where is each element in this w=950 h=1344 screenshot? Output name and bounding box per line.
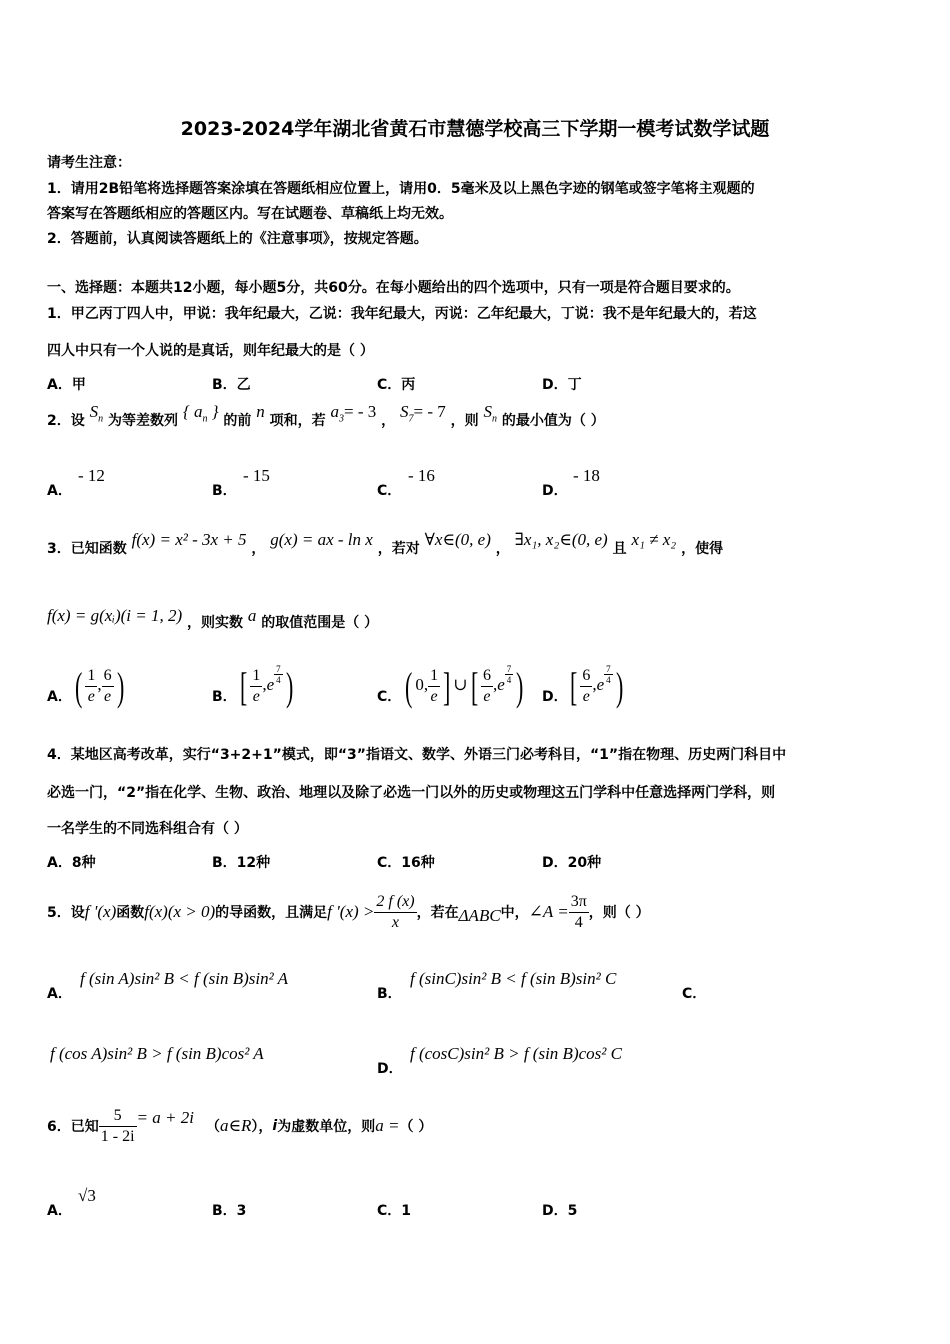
q3-a-lparen: ( <box>74 663 83 709</box>
q6-option-d-label: D． <box>542 1203 568 1219</box>
q4-option-d: D．20种 <box>542 855 602 871</box>
q5-ineq-frac <box>374 892 416 933</box>
q5-text-4: ，若在 <box>416 905 459 921</box>
q3-sep-1: ， <box>251 541 266 557</box>
q3-b-exp-den: 4 <box>276 675 281 685</box>
q2-sn-2-letter: S <box>483 402 492 421</box>
q4-line-1: 4．某地区高考改革，实行“3+2+1”模式，即“3”指语文、数学、外语三门必考科目，“1”指在物理、历史两门科目中 <box>47 747 787 763</box>
q3-c-exp-den: 4 <box>506 675 512 685</box>
q3-stem-2 <box>47 606 379 632</box>
q6-a-eq: a = <box>375 1116 400 1135</box>
q2-sn-1-sub: n <box>98 413 104 425</box>
q3-c-f2-num: 6 <box>481 666 493 687</box>
q4-line-2: 必选一门，“2”指在化学、生物、政治、地理以及除了必选一门以外的历史或物理这五门学科中任意选择两门学科，则 <box>47 785 776 801</box>
q4-option-a: A．8种 <box>47 855 96 871</box>
q5-option-c-value: f (cos A)sin² B > f (sin B)cos² A <box>50 1044 264 1063</box>
q2-text-3: 的前 <box>223 413 252 429</box>
q2-sn-2-sub: n <box>492 413 497 425</box>
q5-stem <box>47 882 650 942</box>
q2-option-a-label: A． <box>47 483 72 499</box>
q5-text-5: 中， <box>500 905 529 921</box>
q3-neq: x₁ ≠ x₂ <box>631 530 677 549</box>
q5-fprime: f '(x) <box>84 902 117 921</box>
q3-d-lbracket: [ <box>569 663 578 709</box>
q3-text-6: 的取值范围是（ ） <box>261 615 379 631</box>
q6-option-b <box>212 1200 246 1220</box>
notice-heading: 请考生注意： <box>47 155 131 171</box>
q3-c-f2-den: e <box>483 688 491 705</box>
q3-forall: ∀x∈(0, e) <box>424 530 491 549</box>
q6-option-d <box>542 1200 577 1220</box>
q2-s7: $S_7$ <box>400 402 414 425</box>
q3-c-comma-1: , <box>423 675 429 695</box>
q6-rhs: = a + 2i <box>136 1108 194 1127</box>
q4-option-b: B．12种 <box>212 855 271 871</box>
q3-b-exp <box>274 664 283 685</box>
q6-option-b-value: 3 <box>236 1203 247 1219</box>
q2-sn-2 <box>483 402 498 425</box>
q3-option-a-label: A． <box>47 689 72 705</box>
q2-text-2: 为等差数列 <box>108 413 178 429</box>
q6-option-c-label: C． <box>377 1203 402 1219</box>
q1-option-b: B．乙 <box>212 377 251 393</box>
q6-text-2: （ <box>205 1119 220 1135</box>
q3-c-zero: 0 <box>415 675 424 695</box>
q6-condition: a∈R <box>219 1116 252 1135</box>
q3-b-f-num: 1 <box>250 666 262 687</box>
notice-line-1b: 答案写在答题纸相应的答题区内。写在试题卷、草稿纸上均无效。 <box>47 206 453 222</box>
q2-a3-eq: = - 3 <box>344 402 377 421</box>
q2-option-a-value: - 12 <box>78 466 105 485</box>
q3-b-comma: , <box>262 675 267 695</box>
q3-d-frac <box>580 666 592 707</box>
q3-d-exp-num: 7 <box>606 664 611 674</box>
q2-an-sub: n <box>202 413 208 425</box>
q3-option-b-label: B． <box>212 689 237 705</box>
q6-option-c-value: 1 <box>401 1203 412 1219</box>
q5-triangle: ΔABC <box>458 906 501 925</box>
q5-fx: f(x)(x > 0) <box>144 902 216 921</box>
q3-c-lbracket: [ <box>470 663 478 709</box>
q3-option-a-value <box>72 663 127 709</box>
q3-a-comma: , <box>97 675 102 695</box>
q2-a3: $a_3$ <box>330 402 344 425</box>
q5-angle: ∠A = <box>528 902 569 921</box>
q4-option-c: C．16种 <box>377 855 435 871</box>
q5-text-6: ，则（ ） <box>588 905 650 921</box>
q3-d-exp-den: 4 <box>606 675 611 685</box>
q1-line-1: 1．甲乙丙丁四人中，甲说：我年纪最大，乙说：我年纪最大，丙说：乙年纪最大，丁说：我不是年纪最大的，若这 <box>47 306 757 322</box>
q3-c-frac-2 <box>481 666 493 707</box>
q5-ineq-left: f '(x) > <box>327 902 375 921</box>
q3-option-b-value <box>237 663 296 709</box>
notice-line-1a: 1．请用2B铅笔将选择题答案涂填在答题纸相应位置上，请用0．5毫米及以上黑色字迹的钢笔或签字笔将主观题的 <box>47 181 755 197</box>
q3-a: a <box>247 606 257 625</box>
q3-b-exp-num: 7 <box>276 664 281 674</box>
q3-d-e: e <box>596 675 605 695</box>
q3-option-d-value <box>567 663 626 709</box>
q1-option-c: C．丙 <box>377 377 416 393</box>
q3-b-lbracket: [ <box>239 663 248 709</box>
q6-option-b-label: B． <box>212 1203 237 1219</box>
q3-option-c-label: C． <box>377 689 402 705</box>
q5-angle-den: 4 <box>574 913 583 931</box>
q2-an-letter: a <box>193 402 203 421</box>
q2-text-5: ， <box>381 413 396 429</box>
q5-option-d-value: f (cosC)sin² B > f (sin B)cos² C <box>410 1044 622 1063</box>
q5-option-b-label: B． <box>377 986 402 1002</box>
q6-option-a-label: A． <box>47 1203 72 1219</box>
q3-option-d-label: D． <box>542 689 568 705</box>
q5-option-d-label: D． <box>377 1061 403 1077</box>
q3-sep-2: ， <box>495 541 510 557</box>
q3-a-f1-den: e <box>87 688 95 705</box>
q2-option-c-value: - 16 <box>408 466 435 485</box>
q3-d-f-num: 6 <box>580 666 592 687</box>
q2-text-1: 2．设 <box>47 413 85 429</box>
q3-b-frac <box>250 666 262 707</box>
q2-stem <box>47 402 605 432</box>
q3-stem-1 <box>47 530 724 558</box>
q3-c-e: e <box>497 675 505 695</box>
q3-c-rparen: ) <box>516 663 524 709</box>
q3-c-lparen: ( <box>404 663 413 709</box>
q1-line-2: 四人中只有一个人说的是真话，则年纪最大的是（ ） <box>47 343 374 359</box>
q6-text-5: （ ） <box>399 1119 433 1135</box>
q3-c-rbracket: ] <box>443 663 451 709</box>
q3-c-comma-2: , <box>492 675 498 695</box>
q3-option-c-value <box>402 663 527 709</box>
q2-s7-eq: = - 7 <box>413 402 446 421</box>
q3-c-f1-den: e <box>430 688 438 705</box>
q6-text-4: 为虚数单位，则 <box>277 1119 376 1135</box>
q2-text-7: 的最小值为（ ） <box>501 413 605 429</box>
q2-sn-1 <box>89 402 104 425</box>
q6-option-d-value: 5 <box>567 1203 578 1219</box>
q5-option-b-value: f (sinC)sin² B < f (sin B)sin² C <box>410 969 617 988</box>
q5-option-c-label: C． <box>682 986 707 1002</box>
q4-line-3: 一名学生的不同选科组合有（ ） <box>47 821 248 837</box>
q2-option-b-value: - 15 <box>243 466 270 485</box>
q3-a-frac-1 <box>85 666 97 707</box>
q2-option-c-label: C． <box>377 483 402 499</box>
q3-text-5: ，则实数 <box>187 615 244 631</box>
q3-c-exp-num: 7 <box>506 664 512 674</box>
q3-text-4: ，使得 <box>681 541 724 557</box>
q5-text-2: 函数 <box>116 905 145 921</box>
q3-d-f-den: e <box>582 688 590 705</box>
q3-c-f1-num: 1 <box>428 666 440 687</box>
q3-c-cup: ∪ <box>453 675 468 695</box>
q5-option-a-label: A． <box>47 986 72 1002</box>
q2-option-d-label: D． <box>542 483 568 499</box>
q2-an: { $a_n$ } <box>182 402 219 425</box>
q6-stem <box>47 1100 432 1152</box>
q5-text-1: 5．设 <box>47 905 85 921</box>
q3-a-frac-2 <box>102 666 114 707</box>
q3-c-frac-1 <box>428 666 440 707</box>
page-title: 2023-2024学年湖北省黄石市慧德学校高三下学期一模考试数学试题 <box>180 118 770 140</box>
q3-a-f2-num: 6 <box>102 666 114 687</box>
q3-a-f1-num: 1 <box>85 666 97 687</box>
q3-equation: f(x) = g(xᵢ)(i = 1, 2) <box>47 606 183 625</box>
q2-sn-1-letter: S <box>89 402 99 421</box>
q3-d-rparen: ) <box>615 663 623 709</box>
q3-b-rparen: ) <box>285 663 293 709</box>
q5-option-a-value: f (sin A)sin² B < f (sin B)sin² A <box>80 969 289 988</box>
q2-text-6: ，则 <box>450 413 479 429</box>
q3-text-3: 且 <box>612 541 627 557</box>
q5-angle-num: 3π <box>569 892 589 913</box>
q3-exists: ∃x₁, x₂∈(0, e) <box>514 530 608 549</box>
q5-text-3: 的导函数，且满足 <box>215 905 328 921</box>
q5-ineq-den: x <box>391 913 400 931</box>
section-heading: 一、选择题：本题共12小题，每小题5分，共60分。在每小题给出的四个选项中，只有一项是符合题目要求的。 <box>47 280 740 296</box>
q3-a-f2-den: e <box>104 688 112 705</box>
q3-a-rparen: ) <box>116 663 124 709</box>
notice-line-2: 2．答题前，认真阅读答题纸上的《注意事项》，按规定答题。 <box>47 231 428 247</box>
q3-c-exp <box>505 664 514 685</box>
q6-option-c <box>377 1200 411 1220</box>
q3-text-1: 3．已知函数 <box>47 541 127 557</box>
q6-frac <box>99 1106 137 1147</box>
q6-text-1: 6．已知 <box>47 1119 99 1135</box>
q1-option-a: A．甲 <box>47 377 86 393</box>
q1-option-d: D．丁 <box>542 377 582 393</box>
q5-ineq-num: 2 f (x) <box>374 892 416 913</box>
q6-i: i <box>272 1118 278 1134</box>
q2-text-4: 项和，若 <box>269 413 326 429</box>
q3-d-exp <box>604 664 613 685</box>
q3-f-def: f(x) = x² - 3x + 5 <box>131 530 247 549</box>
q5-angle-frac <box>569 892 589 933</box>
q6-option-a-value: √3 <box>78 1186 96 1205</box>
q2-n: n <box>256 402 265 421</box>
q3-g-def: g(x) = ax - ln x <box>270 530 373 549</box>
q2-option-d-value: - 18 <box>573 466 600 485</box>
q3-b-e: e <box>266 675 275 695</box>
q6-frac-num: 5 <box>99 1106 137 1127</box>
q3-d-comma: , <box>592 675 597 695</box>
q3-b-f-den: e <box>252 688 260 705</box>
q6-text-3: ）， <box>251 1119 273 1135</box>
q6-frac-den: 1 - 2i <box>100 1127 135 1145</box>
q2-option-b-label: B． <box>212 483 237 499</box>
q3-text-2: ，若对 <box>377 541 420 557</box>
